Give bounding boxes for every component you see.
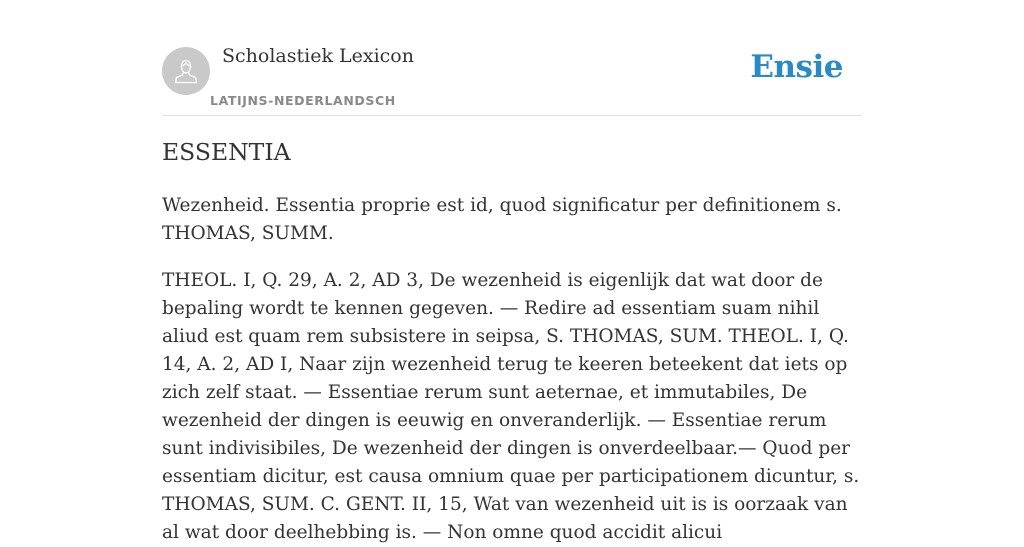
lexicon-title[interactable]: Scholastiek Lexicon: [222, 45, 414, 67]
definition-paragraph-2: THEOL. I, Q. 29, A. 2, AD 3, De wezenheid is eigenlijk dat wat door de bepaling wordt te kennen gegeven. — Redire ad essentiam suam nihil aliud est quam rem subsistere in seipsa, S. THOMAS, SUM. THEOL. I, Q. 14, A. 2, AD I, Naar zijn wezenheid terug te keeren beteekent dat iets op zich zelf staat. — Essentiae rerum sunt aeternae, et immutabiles, De wezenheid der dingen is eeuwig en onveranderlijk. — Essentiae rerum sunt indivisibiles, De wezenheid der dingen is onverdeelbaar.— Quod per essentiam dicitur, est causa omnium quae per participationem dicuntur, s. THOMAS, SUM. C. GENT. II, 15, Wat van wezenheid uit is is oorzaak van al wat door deelhebbing is. — Non omne quod accidit alicui: [162, 270, 860, 543]
entry-term: ESSENTIA: [162, 138, 291, 166]
header: [162, 0, 862, 116]
avatar[interactable]: [162, 47, 210, 95]
definition-paragraph-1: Wezenheid. Essentia proprie est id, quod significatur per definitionem s. THOMAS, SUMM.: [162, 195, 842, 244]
content-container: [162, 0, 862, 543]
brand-logo[interactable]: Ensie: [750, 49, 843, 85]
user-silhouette-icon: [171, 56, 201, 86]
lexicon-subtitle: LATIJNS-NEDERLANDSCH: [210, 93, 396, 108]
